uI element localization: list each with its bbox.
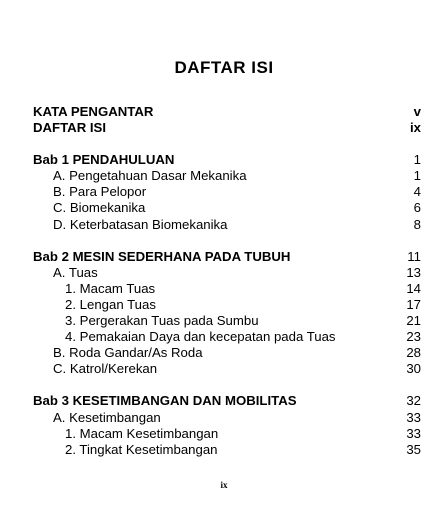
toc-page-number: 28	[406, 345, 421, 361]
toc-entry-label: A. Tuas	[53, 264, 98, 280]
toc-subsection-entry	[33, 329, 421, 345]
toc-subsection-entry	[33, 426, 421, 442]
table-of-contents	[33, 104, 421, 458]
toc-entry-label: KATA PENGANTAR	[33, 104, 154, 119]
toc-entry-label: 2. Lengan Tuas	[65, 296, 156, 312]
toc-entry-label: 2. Tingkat Kesetimbangan	[65, 441, 218, 457]
toc-spacer	[33, 233, 421, 249]
toc-section-entry	[33, 217, 421, 233]
toc-page-number: 23	[406, 329, 421, 345]
toc-section-entry	[33, 410, 421, 426]
toc-entry-label: Bab 1 PENDAHULUAN	[33, 152, 175, 168]
toc-entry-label: C. Katrol/Kerekan	[53, 361, 158, 377]
toc-entry-label: B. Para Pelopor	[53, 184, 147, 200]
page-title: DAFTAR ISI	[174, 58, 274, 77]
toc-front-entry	[33, 120, 421, 136]
toc-subsection-entry	[33, 297, 421, 313]
toc-section-entry	[33, 168, 421, 184]
toc-entry-label: Bab 3 KESETIMBANGAN DAN MOBILITAS	[33, 393, 297, 409]
toc-subsection-entry	[33, 313, 421, 329]
toc-page-number: 21	[406, 313, 421, 329]
toc-page-number: 8	[413, 216, 421, 232]
toc-section-entry	[33, 265, 421, 281]
toc-page-number: 30	[406, 361, 421, 377]
toc-spacer	[33, 377, 421, 393]
toc-entry-label: C. Biomekanika	[53, 200, 146, 216]
toc-page-number: 33	[406, 425, 421, 441]
toc-subsection-entry	[33, 442, 421, 458]
toc-spacer	[33, 136, 421, 152]
toc-front-entry	[33, 104, 421, 120]
toc-page-number: 13	[406, 264, 421, 280]
toc-entry-label: 3. Pergerakan Tuas pada Sumbu	[65, 313, 259, 329]
toc-section-entry	[33, 200, 421, 216]
toc-section-entry	[33, 184, 421, 200]
toc-page-number: 1	[413, 152, 421, 168]
toc-entry-label: 1. Macam Kesetimbangan	[65, 425, 219, 441]
toc-entry-label: B. Roda Gandar/As Roda	[53, 345, 203, 361]
toc-chapter-entry	[33, 152, 421, 168]
toc-entry-label: DAFTAR ISI	[33, 120, 107, 136]
toc-page-number: 33	[406, 409, 421, 425]
page-number-footer: ix	[220, 480, 228, 490]
toc-page-number: 32	[406, 393, 421, 409]
toc-section-entry	[33, 345, 421, 361]
toc-section-entry	[33, 361, 421, 377]
toc-chapter-entry	[33, 393, 421, 409]
toc-subsection-entry	[33, 281, 421, 297]
toc-entry-label: 1. Macam Tuas	[65, 280, 156, 296]
toc-entry-label: A. Pengetahuan Dasar Mekanika	[53, 168, 247, 184]
toc-chapter-entry	[33, 249, 421, 265]
toc-entry-label: Bab 2 MESIN SEDERHANA PADA TUBUH	[33, 248, 291, 264]
toc-page-number: 14	[406, 280, 421, 296]
toc-page-number: ix	[410, 120, 421, 136]
toc-page-number: 11	[407, 248, 421, 264]
toc-page-number: 1	[413, 168, 421, 184]
toc-page-number: 4	[413, 184, 421, 200]
toc-page-number: 17	[406, 296, 421, 312]
toc-entry-label: 4. Pemakaian Daya dan kecepatan pada Tuas	[65, 329, 336, 345]
toc-page-number: 35	[406, 441, 421, 457]
toc-entry-label: D. Keterbatasan Biomekanika	[53, 216, 228, 232]
toc-page-number: 6	[413, 200, 421, 216]
toc-page-number: v	[413, 104, 421, 119]
toc-entry-label: A. Kesetimbangan	[53, 409, 161, 425]
